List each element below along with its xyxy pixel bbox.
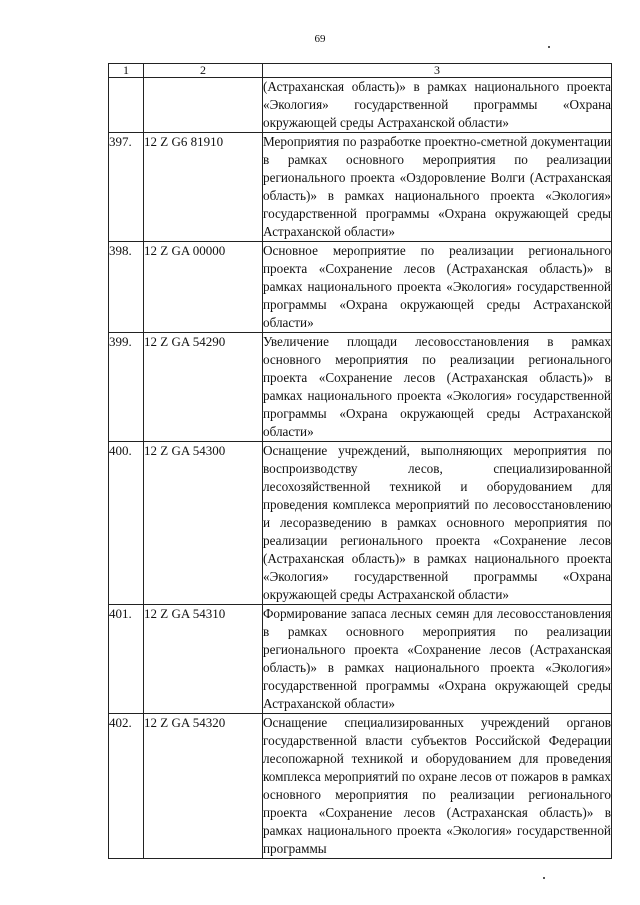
scan-speck [543, 877, 545, 879]
table-row [109, 133, 612, 242]
column-header-description: 3 [263, 64, 612, 78]
scan-speck [548, 46, 550, 48]
row-code: 12 Z GA 00000 [144, 242, 263, 333]
row-description: Увеличение площади лесовосстановления в рамках основного мероприятия по реализации регионального проекта «Сохранение лесов (Астраханская область)» в рамках национального проекта «Экология» государственной программы «Охрана окружающей среды Астраханской области» [263, 333, 612, 442]
column-header-code: 2 [144, 64, 263, 78]
table-row [109, 78, 612, 133]
row-number: 401. [109, 605, 144, 714]
row-code: 12 Z G6 81910 [144, 133, 263, 242]
row-description: Мероприятия по разработке проектно-сметной документации в рамках основного мероприятия по реализации регионального проекта «Оздоровление Волги (Астраханская область)» в рамках национального проекта «Экология» государственной программы «Охрана окружающей среды Астраханской области» [263, 133, 612, 242]
page-number: 69 [314, 33, 326, 45]
row-code [144, 78, 263, 133]
row-code: 12 Z GA 54290 [144, 333, 263, 442]
row-description: Основное мероприятие по реализации регионального проекта «Сохранение лесов (Астраханская область)» в рамках национального проекта «Экология» государственной программы «Охрана окружающей среды Астраханской области» [263, 242, 612, 333]
row-code: 12 Z GA 54320 [144, 714, 263, 859]
row-number: 400. [109, 442, 144, 605]
table-row [109, 714, 612, 859]
table-row [109, 333, 612, 442]
row-description: Оснащение специализированных учреждений органов государственной власти субъектов Российской Федерации лесопожарной техникой и оборудованием для проведения комплекса мероприятий по охране лесов от пожаров в рамках основного мероприятия по реализации регионального проекта «Сохранение лесов (Астраханская область)» в рамках национального проекта «Экология» государственной программы [263, 714, 612, 859]
row-code: 12 Z GA 54310 [144, 605, 263, 714]
row-code: 12 Z GA 54300 [144, 442, 263, 605]
row-number: 399. [109, 333, 144, 442]
table-row [109, 442, 612, 605]
row-number: 402. [109, 714, 144, 859]
row-number: 397. [109, 133, 144, 242]
row-number [109, 78, 144, 133]
row-description: (Астраханская область)» в рамках национального проекта «Экология» государственной программы «Охрана окружающей среды Астраханской области» [263, 78, 612, 133]
table-row [109, 242, 612, 333]
row-number: 398. [109, 242, 144, 333]
column-header-number: 1 [109, 64, 144, 78]
row-description: Оснащение учреждений, выполняющих мероприятия по воспроизводству лесов, специализированной лесохозяйственной техникой и оборудованием для проведения комплекса мероприятий по лесовосстановлению и лесоразведению в рамках основного мероприятия по реализации регионального проекта «Сохранение лесов (Астраханская область)» в рамках национального проекта «Экология» государственной программы «Охрана окружающей среды Астраханской области» [263, 442, 612, 605]
column-header-row [109, 64, 612, 78]
row-description: Формирование запаса лесных семян для лесовосстановления в рамках основного мероприятия по реализации регионального проекта «Сохранение лесов (Астраханская область)» в рамках национального проекта «Экология» государственной программы «Охрана окружающей среды Астраханской области» [263, 605, 612, 714]
table-row [109, 605, 612, 714]
budget-classification-table [108, 63, 612, 859]
